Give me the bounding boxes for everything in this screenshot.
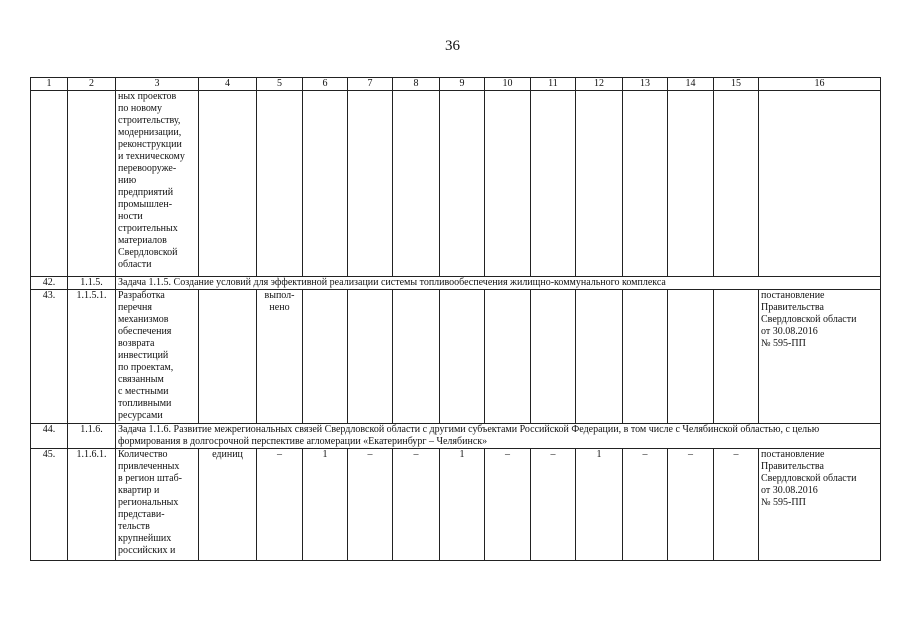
cell-value: 1 [303,449,348,561]
cell-description: Разработка перечня механизмов обеспечения возврата инвестиций по проектам, связанным с местными топливными ресурсами [116,290,199,424]
header-cell: 3 [116,78,199,91]
cell-status: выпол- нено [257,290,303,424]
header-cell: 4 [199,78,257,91]
cell-task-title: Задача 1.1.5. Создание условий для эффективной реализации системы топливообеспечения жилищно-коммунального комплекса [116,277,881,290]
cell-unit: единиц [199,449,257,561]
cell-value: – [348,449,393,561]
plan-table [30,77,881,561]
header-cell: 1 [31,78,68,91]
header-cell: 9 [440,78,485,91]
header-cell: 5 [257,78,303,91]
header-cell: 15 [714,78,759,91]
cell-code: 1.1.6.1. [68,449,116,561]
header-cell: 7 [348,78,393,91]
cell-value: 1 [440,449,485,561]
cell-value: – [714,449,759,561]
cell-value: – [393,449,440,561]
header-cell: 13 [623,78,668,91]
cell-code: 1.1.6. [68,424,116,449]
table-row-43 [31,290,881,424]
cell-task-title: Задача 1.1.6. Развитие межрегиональных связей Свердловской области с другими субъектами Российской Федерации, в том числе с Челябинской областью, с целью формирования в долгосрочной перспективе агломерации «Екатеринбург – Челябинск» [116,424,881,449]
cell-row-number: 44. [31,424,68,449]
header-cell: 8 [393,78,440,91]
table-row-42 [31,277,881,290]
cell-value: – [623,449,668,561]
cell-value: – [531,449,576,561]
cell-document-ref: постановление Правительства Свердловской области от 30.08.2016 № 595-ПП [759,290,881,424]
cell-document-ref: постановление Правительства Свердловской области от 30.08.2016 № 595-ПП [759,449,881,561]
cell-description: Количество привлеченных в регион штаб- квартир и региональных представи- тельств крупнейших российских и [116,449,199,561]
cell-code: 1.1.5.1. [68,290,116,424]
cell-value: – [485,449,531,561]
table-row-45 [31,449,881,561]
table-row-continuation [31,91,881,277]
header-row [31,78,881,91]
header-cell: 10 [485,78,531,91]
cell-code: 1.1.5. [68,277,116,290]
cell-row-number: 42. [31,277,68,290]
page-number: 36 [445,38,460,54]
header-cell: 2 [68,78,116,91]
cell-row-number: 45. [31,449,68,561]
header-cell: 16 [759,78,881,91]
header-cell: 11 [531,78,576,91]
header-cell: 6 [303,78,348,91]
cell-value: 1 [576,449,623,561]
table-row-44 [31,424,881,449]
cell-description: ных проектов по новому строительству, модернизации, реконструкции и техническому перевооруже- нию предприятий промышлен- ности строительных материалов Свердловской области [116,91,199,277]
header-cell: 14 [668,78,714,91]
cell-row-number: 43. [31,290,68,424]
cell-value: – [668,449,714,561]
cell-value: – [257,449,303,561]
header-cell: 12 [576,78,623,91]
